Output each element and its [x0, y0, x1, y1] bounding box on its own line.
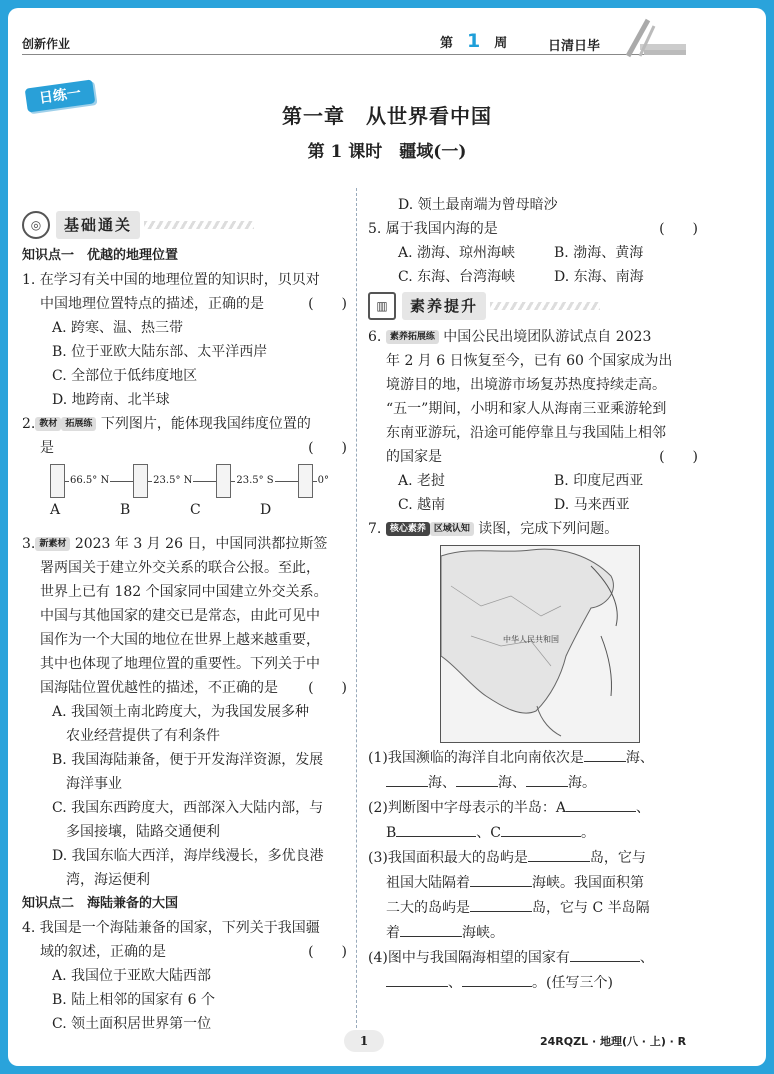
q5-option-d: D. 东海、南海 [554, 269, 644, 285]
globe-bar [50, 464, 65, 498]
pencil-book-icon [620, 16, 690, 58]
left-column [22, 208, 347, 1036]
q7-sub1-text: 海、 [498, 775, 526, 791]
q4-option-a: A. 我国位于亚欧大陆西部 [52, 968, 212, 984]
answer-paren: ( ) [308, 440, 347, 456]
header-rule [22, 54, 686, 55]
q6-text: 的国家是 [386, 449, 442, 465]
q4-option-b: B. 陆上相邻的国家有 6 个 [52, 992, 215, 1008]
literacy-badge: 素养拓展练 [386, 330, 439, 344]
q3-line1 [22, 532, 347, 556]
blank-line[interactable] [462, 970, 532, 987]
core-literacy-badge: 核心素养 [386, 522, 430, 536]
q7-sub1-cont [368, 770, 698, 795]
q3-line2: 署两国关于建立外交关系的联合公报。至此， [40, 560, 320, 576]
daily-practice-tag: 日练一 [25, 79, 96, 112]
q6-option-b: B. 印度尼西亚 [554, 473, 644, 489]
q2-stem-text: 下列图片，能体现我国纬度位置的 [100, 416, 311, 432]
q6-line1 [368, 325, 698, 349]
q6-line3: 境游目的地，出境游市场复苏热度持续走高。 [386, 377, 666, 393]
daily-label: 日清日毕 [548, 39, 601, 54]
q7-sub4-text: 。(任写三个) [532, 975, 613, 991]
globe-bar [298, 464, 313, 498]
q2-number: 2. [22, 416, 36, 432]
q2-stem-line2 [22, 436, 347, 460]
week-suffix: 周 [494, 36, 508, 51]
page-number: 1 [344, 1030, 384, 1052]
question-1 [22, 268, 347, 412]
q1-stem-line2 [22, 292, 347, 316]
q7-sub1-text: 海、 [625, 750, 654, 766]
answer-paren: ( ) [308, 296, 347, 312]
q7-sub2-text: 。 [581, 825, 596, 841]
blank-line[interactable] [566, 795, 636, 812]
q7-sub3-text: 海峡。 [462, 925, 504, 941]
q7-sub3-cont1 [368, 870, 698, 895]
section-basic-label: 基础通关 [56, 211, 140, 239]
latitude-label: 66.5° N [69, 469, 110, 493]
answer-paren: ( ) [308, 680, 347, 696]
q7-sub2-text: 、C [476, 825, 502, 841]
answer-paren: ( ) [659, 449, 698, 465]
question-6 [368, 325, 698, 517]
q1-stem-line1: 1. 在学习有关中国的地理位置的知识时，贝贝对 [22, 272, 320, 288]
q7-sub2-text: (2)判断图中字母表示的半岛：A [368, 800, 566, 816]
q7-stem [368, 517, 698, 541]
q6-option-c: C. 越南 [398, 497, 446, 513]
q3-option-c-cont: 多国接壤，陆路交通便利 [66, 824, 220, 840]
q5-options-row2 [368, 265, 698, 289]
chapter-title: 第一章 从世界看中国 [282, 104, 492, 128]
q4-stem-text: 域的叙述，正确的是 [40, 944, 166, 960]
regional-cognition-badge: 区域认知 [430, 522, 474, 536]
q5-option-b: B. 渤海、黄海 [554, 245, 644, 261]
globe-bar [216, 464, 231, 498]
q5-stem [368, 217, 698, 241]
china-map [440, 545, 640, 743]
q1-option-d: D. 地跨南、北半球 [52, 392, 170, 408]
q7-sub3-text: 岛，它与 C 半岛隔 [532, 900, 650, 916]
q2-stem-line1 [22, 412, 347, 436]
map-china-label: 中华人民共和国 [503, 635, 559, 644]
blank-line[interactable] [526, 770, 568, 787]
q7-sub3-text: 海峡。我国面积第 [532, 875, 644, 891]
q1-option-b: B. 位于亚欧大陆东部、太平洋西岸 [52, 344, 268, 360]
q7-sub3-text: 祖国大陆隔着 [386, 875, 470, 891]
q6-line5: 东南亚游玩，沿途可能停靠且与我国陆上相邻 [386, 425, 666, 441]
blank-line[interactable] [501, 820, 581, 837]
figure-letter: C [190, 502, 201, 518]
q7-sub2-text: B [386, 825, 397, 841]
map-drawing [441, 546, 639, 742]
q4-option-c: C. 领土面积居世界第一位 [52, 1016, 212, 1032]
bar-chart-icon: ▥ [368, 292, 396, 320]
latitude-figure-d [298, 464, 330, 498]
section-stripes [490, 302, 600, 310]
q2-stem-text2: 是 [40, 440, 54, 456]
worksheet-page [8, 8, 766, 1066]
column-divider [356, 188, 357, 1028]
section-basic [22, 208, 347, 242]
q6-option-d: D. 马来西亚 [554, 497, 630, 513]
q7-sub4-text: 、 [448, 975, 462, 991]
q7-sub3-text: 岛，它与 [589, 850, 646, 866]
q4-stem-line1: 4. 我国是一个海陆兼备的国家，下列关于我国疆 [22, 920, 320, 936]
answer-paren: ( ) [308, 944, 347, 960]
q7-sub2: (2)判断图中字母表示的半岛：A 、 [368, 795, 698, 820]
q3-option-a: A. 我国领土南北跨度大，为我国发展多种 [52, 704, 310, 720]
globe-bar [133, 464, 148, 498]
week-number: 1 [467, 30, 481, 52]
q6-line2: 年 2 月 6 日恢复至今，已有 60 个国家成为出 [386, 353, 673, 369]
latitude-label: 0° [317, 469, 330, 493]
q7-sub4-text: 、 [639, 950, 654, 966]
q7-sub4-text: (4)图中与我国隔海相望的国家有 [368, 950, 570, 966]
q3-line5: 国作为一个大国的地位在世界上越来越重要， [40, 632, 320, 648]
q7-sub2-cont [368, 820, 698, 845]
question-3 [22, 532, 347, 892]
q3-line6: 其中也体现了地理位置的重要性。下列关于中 [40, 656, 320, 672]
q5-option-c: C. 东海、台湾海峡 [398, 269, 516, 285]
blank-line[interactable] [386, 770, 428, 787]
blank-line[interactable] [400, 920, 462, 937]
q3-option-d-cont: 湾，海运便利 [66, 872, 150, 888]
q4-stem-line2 [22, 940, 347, 964]
q7-sub1-text: (1)我国濒临的海洋自北向南依次是 [368, 750, 584, 766]
q7-sub3 [368, 845, 698, 870]
section-literacy [368, 289, 698, 323]
q7-sub3-text: 着 [386, 925, 400, 941]
question-5 [368, 217, 698, 289]
brand-label: 创新作业 [22, 37, 71, 51]
q7-stem-text: 读图，完成下列问题。 [478, 521, 619, 537]
blank-line[interactable] [456, 770, 498, 787]
extension-badge: 拓展练 [61, 417, 96, 431]
blank-line[interactable] [528, 845, 590, 862]
q3-option-b: B. 我国海陆兼备，便于开发海洋资源，发展 [52, 752, 324, 768]
q1-option-c: C. 全部位于低纬度地区 [52, 368, 198, 384]
question-2 [22, 412, 347, 522]
q3-text: 国海陆位置优越性的描述，不正确的是 [40, 680, 278, 696]
q7-sub1-text: 海。 [568, 775, 596, 791]
latitude-figure-c [216, 464, 274, 498]
q7-number: 7. [368, 521, 382, 537]
q6-options-row1 [368, 469, 698, 493]
answer-paren: ( ) [659, 221, 698, 237]
q3-option-d: D. 我国东临大西洋，海岸线漫长，多优良港 [52, 848, 324, 864]
q3-line4: 中国与其他国家的建交已是常态，由此可见中 [40, 608, 320, 624]
week-prefix: 第 [440, 36, 454, 51]
q5-stem-text: 5. 属于我国内海的是 [368, 221, 498, 237]
q3-line7 [22, 676, 347, 700]
lesson-title: 第 1 课时 疆域(一) [307, 142, 467, 162]
q6-line4: “五一”期间，小明和家人从海南三亚乘游轮到 [386, 401, 667, 417]
latitude-label: 23.5° S [235, 469, 274, 493]
q6-line6 [368, 445, 698, 469]
q3-number: 3. [22, 536, 36, 552]
blank-line[interactable] [470, 870, 532, 887]
latitude-figure-b [133, 464, 193, 498]
latitude-label: 23.5° N [152, 469, 193, 493]
q3-text: 2023 年 3 月 26 日，中国同洪都拉斯签 [74, 536, 328, 552]
blank-line[interactable] [386, 970, 448, 987]
figure-letter: B [120, 502, 131, 518]
q7-sub3-cont2 [368, 895, 698, 920]
right-column [368, 193, 698, 995]
figure-letters [50, 498, 330, 522]
q3-option-a-cont: 农业经营提供了有利条件 [66, 728, 220, 744]
blank-line[interactable] [584, 745, 626, 762]
q5-option-a: A. 渤海、琼州海峡 [398, 245, 516, 261]
q7-sub4 [368, 945, 698, 970]
blank-line[interactable] [570, 945, 640, 962]
q1-option-a: A. 跨寒、温、热三带 [52, 320, 184, 336]
target-icon: ◎ [22, 211, 50, 239]
blank-line[interactable] [470, 895, 532, 912]
knowledge-point-1: 知识点一 优越的地理位置 [22, 248, 179, 263]
q6-number: 6. [368, 329, 382, 345]
q3-line3: 世界上已有 182 个国家同中国建立外交关系。 [40, 584, 328, 600]
q3-option-c: C. 我国东西跨度大，西部深入大陆内部，与 [52, 800, 324, 816]
q7-sub3-text: 二大的岛屿是 [386, 900, 470, 916]
q4-option-d: D. 领土最南端为曾母暗沙 [398, 197, 558, 213]
q7-sub3-cont3 [368, 920, 698, 945]
q7-sub4-cont [368, 970, 698, 995]
section-literacy-label: 素养提升 [402, 292, 486, 320]
q7-sub3-text: (3)我国面积最大的岛屿是 [368, 850, 528, 866]
q5-options-row1 [368, 241, 698, 265]
knowledge-point-2: 知识点二 海陆兼备的大国 [22, 896, 179, 911]
figure-letter: A [50, 502, 61, 518]
q1-stem-text: 中国地理位置特点的描述，正确的是 [40, 296, 264, 312]
blank-line[interactable] [396, 820, 476, 837]
q3-option-b-cont: 海洋事业 [66, 776, 122, 792]
textbook-badge: 教材 [35, 417, 61, 431]
figure-letter: D [260, 502, 272, 518]
question-7 [368, 517, 698, 995]
q6-options-row2 [368, 493, 698, 517]
week-indicator [440, 30, 507, 52]
section-stripes [144, 221, 254, 229]
question-4 [22, 916, 347, 1036]
latitude-figure-a [50, 464, 110, 498]
q6-option-a: A. 老挝 [398, 473, 446, 489]
q7-sub1-text: 海、 [428, 775, 456, 791]
q6-text: 中国公民出境团队游试点自 2023 [443, 329, 652, 345]
q7-sub1 [368, 745, 698, 770]
book-code: 24RQZL · 地理(八 · 上) · R [540, 1035, 687, 1048]
new-material-badge: 新素材 [35, 537, 70, 551]
latitude-figures [50, 464, 330, 498]
